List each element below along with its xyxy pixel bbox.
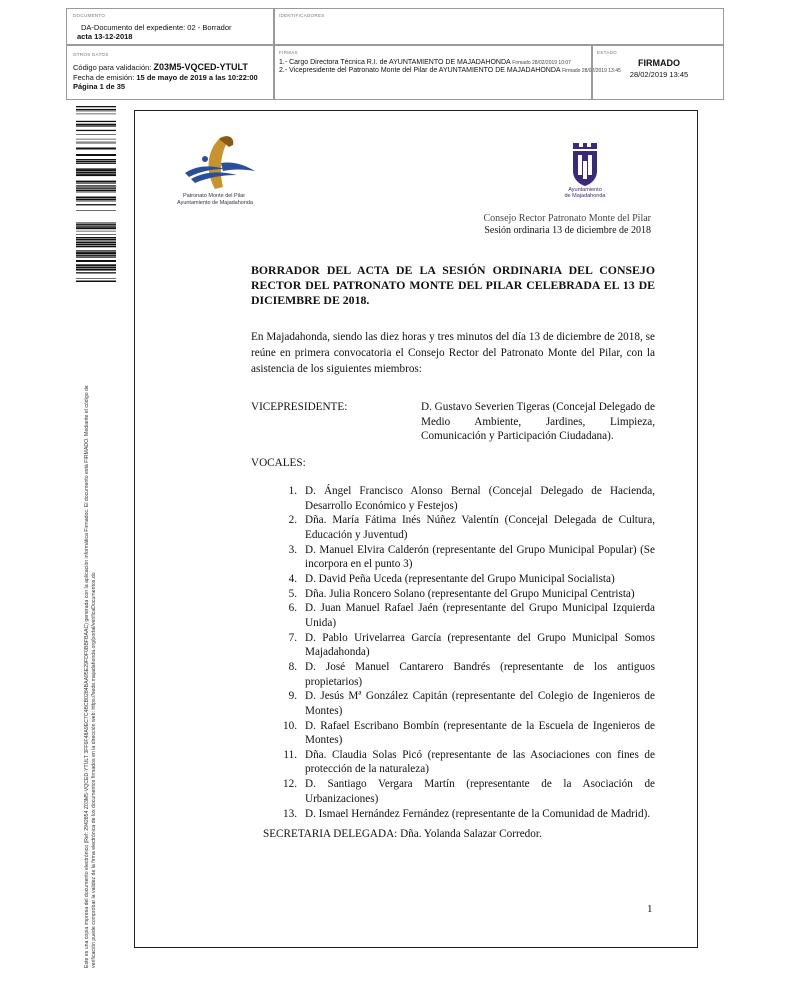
document-title: BORRADOR DEL ACTA DE LA SESIÓN ORDINARIA DEL CONSEJO RECTOR DEL PATRONATO MONTE DEL PILAR CELEBRADA EL 13 DE DICIEMBRE DE 2018.: [251, 263, 655, 307]
firma-2: 2.- Vicepresidente del Patronato Monte del Pilar de AYUNTAMIENTO DE MAJADAHONDA Firmado 28/02/2019 13:45: [279, 67, 621, 74]
side-text-line-2: verificación puede comprobar la validez de la firma electrónica de los documentos firmados en la dirección web: https://sede.majadahonda.org/portal/verificaDocumentos.do: [91, 572, 97, 968]
documento-line-2: acta 13-12-2018: [77, 32, 133, 41]
pagina-label: Página 1 de 35: [73, 82, 126, 91]
patronato-emblem-icon: [175, 131, 265, 193]
list-item: 13. D. Ismael Hernández Fernández (representante de la Comunidad de Madrid).: [283, 807, 651, 820]
list-item: 2. Dña. María Fátima Inés Núñez Valentín (Concejal Delegada de Cultura, Educación y Juventud): [288, 514, 655, 541]
document-page: [134, 110, 698, 948]
list-item: 9. D. Jesús Mª González Capitán (representante del Colegio de Ingenieros de Montes): [288, 690, 655, 717]
barcode-image: [76, 106, 116, 282]
fecha-row: [73, 73, 258, 82]
list-item: 7. D. Pablo Urivelarrea García (representante del Grupo Municipal Somos Majadahonda): [288, 631, 655, 659]
list-item: 3. D. Manuel Elvira Calderón (representante del Grupo Municipal Popular) (Se incorpora en el punto 3): [288, 543, 655, 571]
list-item: 1. D. Ángel Francisco Alonso Bernal (Concejal Delegado de Hacienda, Desarrollo Económico y Festejos): [288, 485, 655, 512]
logo-right-line-1: Ayuntamiento: [568, 187, 602, 193]
list-item: 10. D. Rafael Escribano Bombín (representante de la Escuela de Ingenieros de Montes): [283, 719, 655, 747]
side-verification-text: [84, 288, 98, 968]
intro-paragraph: En Majadahonda, siendo las diez horas y tres minutos del día 13 de diciembre de 2018, se reúne en primera convocatoria el Consejo Rector del Patronato Monte del Pilar, con la asistencia de los siguientes miembros:: [251, 331, 655, 375]
doc-header-line-2: Sesión ordinaria 13 de diciembre de 2018: [484, 225, 651, 236]
page-number: 1: [647, 903, 653, 915]
fecha-value: 15 de mayo de 2019 a las 10:22:00: [136, 73, 258, 82]
header-otros-box: [66, 45, 274, 100]
list-item: 8. D. José Manuel Cantarero Bandrés (representante de los antiguos propietarios): [288, 661, 655, 688]
side-text-line-1: Este es una copia impresa del documento electrónico (Ref: 2942854 Z03M5-VQCED-YTULT 3FF6F48A9EC7C4BCB0284BAA95E29FDF0BBFBAAC) generada con la aplicación informática Firmadoc. El documento está FIRMADO. Mediante el código de: [84, 385, 90, 968]
estado-date: 28/02/2019 13:45: [629, 70, 689, 79]
firma-2-date: Firmado 28/02/2019 13:45: [562, 68, 621, 74]
fecha-label: Fecha de emisión:: [73, 73, 135, 82]
header-identificadores-box: [274, 8, 724, 45]
list-item: 12. D. Santiago Vergara Martín (representante de la Asociación de Urbanizaciones): [283, 778, 655, 805]
logo-left-line-2: Ayuntamiento de Majadahonda: [177, 200, 254, 206]
documento-line-1: DA-Documento del expediente: 02 - Borrador: [81, 23, 232, 32]
documento-caption: DOCUMENTO: [73, 13, 106, 18]
identificadores-caption: IDENTIFICADORES: [279, 13, 325, 18]
otros-caption: OTROS DATOS: [73, 52, 109, 57]
logo-ayuntamiento: [561, 141, 609, 203]
header-documento-box: [66, 8, 274, 45]
list-item: 4. D. David Peña Uceda (representante del Grupo Municipal Socialista): [288, 572, 615, 585]
codigo-value: Z03M5-VQCED-YTULT: [153, 62, 248, 72]
vicepresidente-text: D. Gustavo Severien Tigeras (Concejal Delegado de Medio Ambiente, Jardines, Limpieza, Comunicación y Participación Ciudadana).: [421, 401, 655, 442]
list-item: 11. Dña. Claudia Solas Picó (representante de las Asociaciones con fines de protección de la naturaleza): [283, 748, 655, 776]
firma-1: 1.- Cargo Directora Técnica R.I. de AYUNTAMIENTO DE MAJADAHONDA Firmado 28/02/2019 10:07: [279, 59, 571, 66]
list-item: 6. D. Juan Manuel Rafael Jaén (representante del Grupo Municipal Izquierda Unida): [288, 602, 655, 629]
estado-value: FIRMADO: [638, 58, 680, 68]
list-item: 5. Dña. Julia Roncero Solano (representante del Grupo Municipal Centrista): [288, 587, 635, 600]
codigo-label: Código para validación:: [73, 63, 152, 72]
codigo-row: [73, 63, 248, 72]
firmas-caption: FIRMAS: [279, 50, 298, 55]
logo-left-line-1: Patronato Monte del Pilar: [183, 193, 246, 199]
firma-1-date: Firmado 28/02/2019 10:07: [512, 60, 571, 66]
vicepresidente-label: VICEPRESIDENTE:: [251, 401, 348, 413]
vocales-list: [275, 484, 655, 821]
doc-header-line-1: Consejo Rector Patronato Monte del Pilar: [483, 213, 651, 224]
secretaria-delegada: SECRETARIA DELEGADA: Dña. Yolanda Salazar Corredor.: [263, 828, 542, 840]
estado-caption: ESTADO: [597, 50, 617, 55]
ayuntamiento-shield-icon: [570, 141, 600, 187]
header-estado-box: [592, 45, 724, 100]
logo-right-line-2: de Majadahonda: [564, 193, 606, 199]
logo-patronato: [175, 131, 265, 207]
vocales-label: VOCALES:: [251, 457, 306, 469]
